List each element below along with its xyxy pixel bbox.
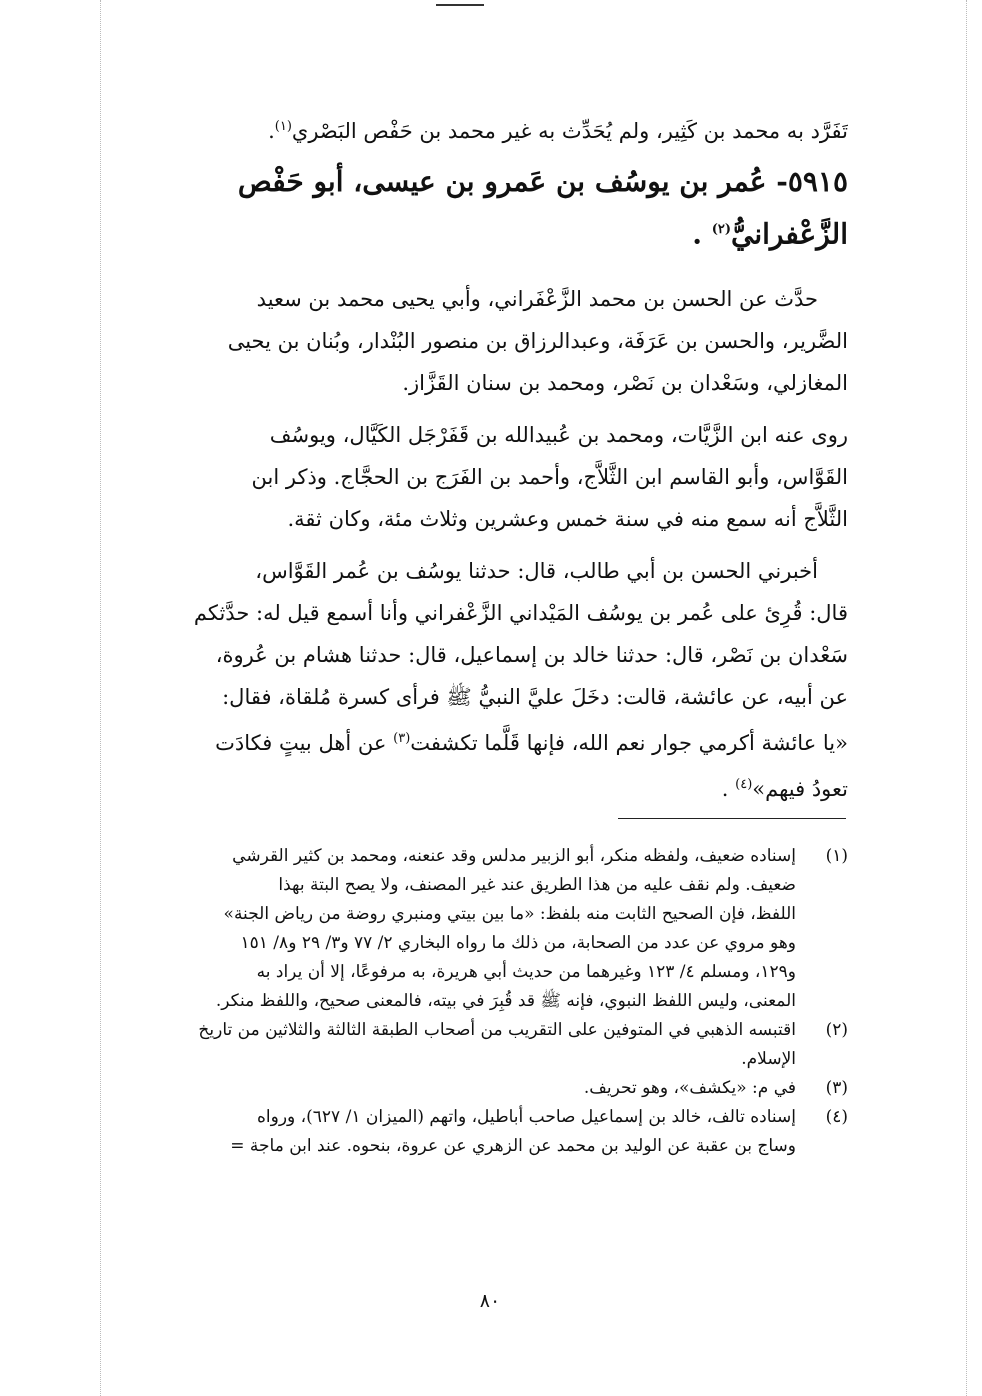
footnote-1 bbox=[128, 842, 848, 1016]
paragraph-hadith bbox=[128, 550, 848, 810]
footnote-ref-2: (٢) bbox=[711, 222, 731, 237]
para3-line: سَعْدان بن نَصْر، قال: حدثنا خالد بن إسماعيل، قال: حدثنا هشام بن عُروة، bbox=[215, 643, 848, 667]
entry-heading-line-1: ٥٩١٥- عُمر بن يوسُف بن عَمرو بن عيسى، أبو حَفْص bbox=[237, 165, 848, 198]
footnote-ref-3: (٣) bbox=[393, 731, 411, 746]
footnote-line: المعنى، وليس اللفظ النبوي، فإنه ﷺ قد قُبِرَ في بيته، فالمعنى صحيح، واللفظ منكر. bbox=[215, 991, 796, 1011]
scan-edge-left bbox=[100, 0, 101, 1396]
para3-text: عن أهل بيتٍ فكادَت bbox=[215, 731, 387, 755]
paragraph-students bbox=[128, 414, 848, 540]
footnotes bbox=[128, 842, 848, 1161]
footnote-3 bbox=[128, 1074, 848, 1103]
para2-line: الثَّلاَّج أنه سمع منه في سنة خمس وعشرين وثلاث مئة، وكان ثقة. bbox=[287, 507, 848, 531]
footnote-ref-1: (١) bbox=[274, 119, 292, 134]
footnote-line: وهو مروي عن عدد من الصحابة، من ذلك ما رواه البخاري ٢/ ٧٧ و٣/ ٢٩ و٨/ ١٥١ bbox=[240, 933, 796, 953]
footnote-line: اللفظ، فإن الصحيح الثابت منه بلفظ: «ما بين بيتي ومنبري روضة من رياض الجنة» bbox=[223, 904, 796, 924]
footnote-2 bbox=[128, 1016, 848, 1074]
footnote-line: الإسلام. bbox=[741, 1049, 796, 1069]
para1-line: الضَّرير، والحسن بن عَرَفَة، وعبدالرزاق بن منصور البُنْدار، وبُنان بن يحيى bbox=[227, 329, 848, 353]
intro-line: تَفَرَّد به محمد بن كَثِير، ولم يُحَدِّث به غير محمد بن حَفْص البَصْري$^{(١)}$. bbox=[268, 119, 848, 143]
page-number: ٨٠ bbox=[479, 1290, 501, 1312]
footnote-line: إسناده ضعيف، ولفظه منكر، أبو الزبير مدلس وقد عنعنه، ومحمد بن كثير القرشي bbox=[232, 846, 796, 866]
para3-line: تعودُ فيهم»$^{(٤)}$ . bbox=[721, 777, 848, 801]
para1-line: المغازلي، وسَعْدان بن نَصْر، ومحمد بن سنان القَزَّاز. bbox=[402, 371, 848, 395]
entry-heading bbox=[128, 158, 848, 258]
para3-text: «يا عائشة أكرمي جوار نعم الله، فإنها قَلَّما تكشفت bbox=[410, 731, 848, 755]
intro-block bbox=[128, 106, 848, 152]
para3-line: قال: قُرِئ على عُمر بن يوسُف المَيْداني الزَّعْفراني وأنا أسمع قيل له: حدَّثكم bbox=[193, 601, 848, 625]
footnote-line: اقتبسه الذهبي في المتوفين على التقريب من أصحاب الطبقة الثالثة والثلاثين من تاريخ bbox=[198, 1020, 796, 1040]
scan-edge-right bbox=[966, 0, 967, 1396]
para3-line: عن أبيه، عن عائشة، قالت: دخَلَ عليَّ النبيُّ ﷺ فرأى كسرة مُلقاة، فقال: bbox=[222, 685, 848, 709]
footnote-line: إسناده تالف، خالد بن إسماعيل صاحب أباطيل، واتهم (الميزان ١/ ٦٢٧)، ورواه bbox=[257, 1107, 796, 1127]
footnote-line: و١٢٩، ومسلم ٤/ ١٢٣ وغيرهما من حديث أبي هريرة، به مرفوعًا، إلا أن يراد به bbox=[256, 962, 796, 982]
para3-line: أخبرني الحسن بن أبي طالب، قال: حدثنا يوسُف بن عُمر القَوَّاس، bbox=[255, 559, 818, 583]
footnote-number: (٣) bbox=[825, 1078, 848, 1098]
footnote-line: ضعيف. ولم نقف عليه من هذا الطريق عند غير المصنف، ولا يصح البتة بهذا bbox=[278, 875, 796, 895]
footnote-number: (٤) bbox=[825, 1107, 848, 1127]
footnote-ref-4: (٤) bbox=[735, 777, 753, 792]
footnote-line: وساج بن عقبة عن الوليد بن محمد عن الزهري عن عروة، بنحوه. عند ابن ماجة = bbox=[230, 1136, 796, 1156]
footnote-number: (٢) bbox=[825, 1020, 848, 1040]
entry-heading-line-2: الزَّعْفرانيُّ$^{(٢)}$ . bbox=[692, 217, 848, 251]
para2-line: القَوَّاس، وأبو القاسم ابن الثَّلاَّج، وأحمد بن الفَرَج بن الحجَّاج. وذكر ابن bbox=[251, 465, 848, 489]
para1-line: حدَّث عن الحسن بن محمد الزَّعْفَراني، وأبي يحيى محمد بن سعيد bbox=[256, 287, 818, 311]
paragraph-teachers bbox=[128, 278, 848, 404]
footnote-separator bbox=[618, 818, 846, 819]
entry-heading-name: الزَّعْفرانيُّ bbox=[731, 217, 848, 251]
para2-line: روى عنه ابن الزَّيَّات، ومحمد بن عُبيدالله بن قَفَرْجَل الكَيَّال، ويوسُف bbox=[269, 423, 848, 447]
top-decoration bbox=[436, 4, 484, 6]
footnote-number: (١) bbox=[825, 846, 848, 866]
intro-text: تَفَرَّد به محمد بن كَثِير، ولم يُحَدِّث به غير محمد بن حَفْص البَصْري bbox=[291, 119, 848, 143]
footnote-4 bbox=[128, 1103, 848, 1161]
para3-text: تعودُ فيهم» bbox=[752, 777, 848, 801]
para3-line bbox=[128, 718, 848, 764]
footnote-line: في م: «يكشف»، وهو تحريف. bbox=[583, 1078, 796, 1098]
